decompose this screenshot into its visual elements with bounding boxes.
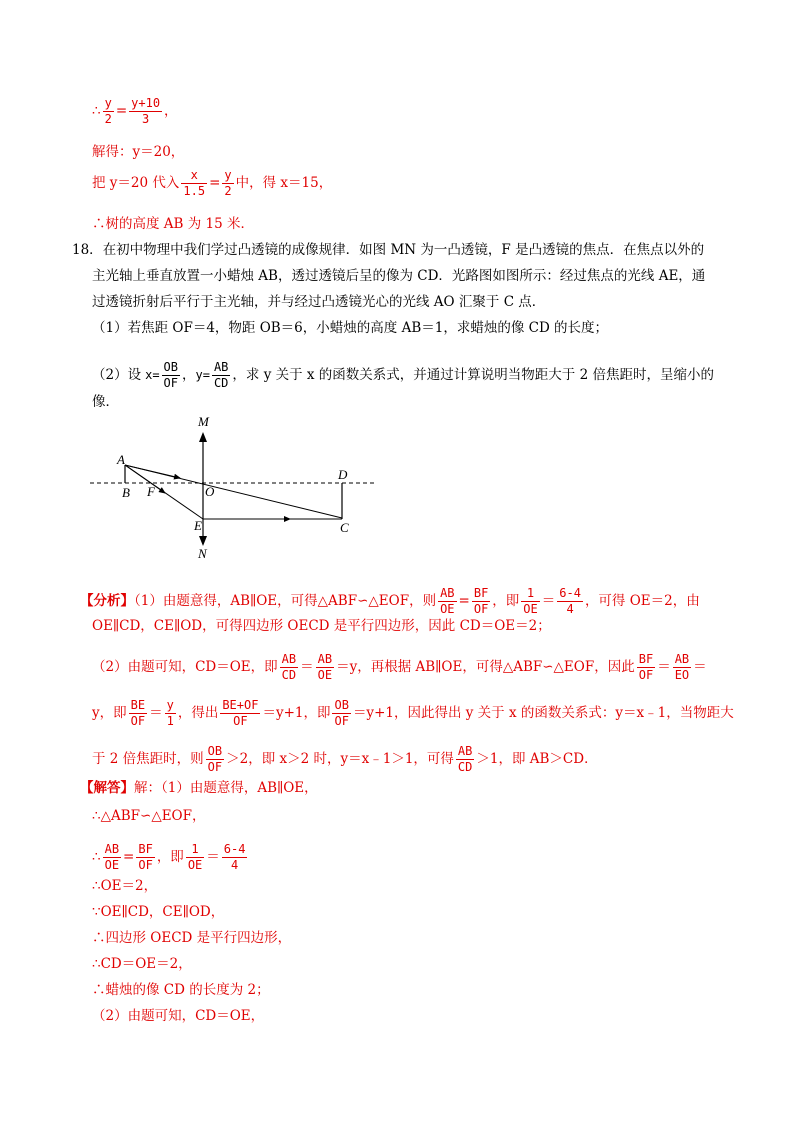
lens-diagram [80, 408, 390, 568]
analysis-line-4: y，即 $\frac{BE}{OF}$ ＝ $\frac{y}{1}$ ，得出 $\frac{BE+OF}{OF}$ ＝y+1，即 $\frac{OB}{OF}$ ＝y+1，因此得出 y 关于 x 的函数关系式：y＝x﹣1，当物距大 [92, 698, 734, 728]
substitute-line: 把 y＝20 代入 $\frac{x}{1.5}$ = $\frac{y}{2}$ 中，得 x＝15， [92, 168, 333, 198]
conclusion-line: ∴树的高度 AB 为 15 米． [92, 216, 255, 232]
label-d: D [338, 467, 348, 482]
fraction: $\frac{OB}{OF}$ [163, 360, 178, 390]
fraction: $\frac{AB}{EO}$ [674, 652, 690, 682]
arrow-down-icon [199, 536, 207, 546]
analysis-line-1: 【分析】（1）由题意得，AB∥OE，可得△ABF∽△EOF，则 $\frac{AB}{OE}$ = $\frac{BF}{OF}$ ，即 $\frac{1}{OE}$ ＝ $\frac{6-4}{4}$ ，可得 OE＝2，由 [80, 586, 700, 616]
question-stem-line: 18．在初中物理中我们学过凸透镜的成像规律．如图 MN 为一凸透镜，F 是凸透镜的焦点．在焦点以外的 [72, 242, 705, 258]
label-b: B [122, 485, 130, 500]
fraction: $\frac{1}{OE}$ [187, 842, 203, 872]
question-part1: （1）若焦距 OF＝4，物距 OB＝6，小蜡烛的高度 AB＝1，求蜡烛的像 CD 的长度； [92, 320, 609, 336]
label-e: E [194, 518, 202, 533]
answer-line-7: ∴CD＝OE＝2， [92, 956, 192, 972]
fraction: $\frac{1}{OE}$ [523, 586, 538, 616]
fraction: $\frac{AB}{CD}$ [457, 744, 473, 774]
fraction: $\frac{AB}{CD}$ [281, 652, 297, 682]
fraction: $\frac{y}{2}$ [224, 168, 232, 198]
question-stem-line: 过透镜折射后平行于主光轴，并与经过凸透镜光心的光线 AO 汇聚于 C 点． [92, 294, 546, 310]
analysis-line-2: OE∥CD，CE∥OD，可得四边形 OECD 是平行四边形，因此 CD＝OE＝2； [92, 618, 551, 634]
answer-line-3: ∴ $\frac{AB}{OE}$ = $\frac{BF}{OF}$ ，即 $\frac{1}{OE}$ ＝ $\frac{6-4}{4}$ [92, 842, 246, 872]
answer-line-6: ∴四边形 OECD 是平行四边形， [92, 930, 292, 946]
solve-line: 解得：y＝20， [92, 144, 185, 160]
fraction: $\frac{BE+OF}{OF}$ [222, 698, 259, 728]
label-c: C [340, 520, 349, 535]
fraction: $\frac{OB}{OF}$ [207, 744, 223, 774]
answer-line-9: （2）由题可知，CD＝OE， [92, 1008, 265, 1024]
label-m: M [198, 414, 209, 429]
label-n: N [198, 546, 207, 561]
fraction: $\frac{OB}{OF}$ [334, 698, 349, 728]
fraction: $\frac{6-4}{4}$ [223, 842, 246, 872]
answer-line-4: ∴OE＝2， [92, 878, 158, 894]
fraction: $\frac{AB}{OE}$ [317, 652, 333, 682]
question-stem-line: 主光轴上垂直放置一小蜡烛 AB，透过透镜后呈的像为 CD．光路图如图所示：经过焦点的光线 AE，通 [92, 268, 706, 284]
arrow-up-icon [199, 432, 207, 442]
fraction: $\frac{BE}{OF}$ [130, 698, 146, 728]
analysis-line-5: 于 2 倍焦距时，则 $\frac{OB}{OF}$ ＞2，即 x＞2 时，y＝x﹣1＞1，可得 $\frac{AB}{CD}$ ＞1，即 AB＞CD． [92, 744, 598, 774]
analysis-line-3: （2）由题可知，CD＝OE，即 $\frac{AB}{CD}$ ＝ $\frac{AB}{OE}$ ＝y，再根据 AB∥OE，可得△ABF∽△EOF，因此 $\frac{BF}{OF}$ ＝ $\frac{AB}{EO}$ ＝ [92, 652, 707, 682]
fraction: $\frac{6-4}{4}$ [559, 586, 581, 616]
answer-line-5: ∵OE∥CD，CE∥OD， [92, 904, 225, 920]
fraction: $\frac{y}{2}$ [104, 96, 112, 126]
question-part2-line2: 像． [92, 394, 119, 410]
fraction-equation-line: ∴ $\frac{y}{2}$ = $\frac{y+10}{3}$ ， [92, 96, 178, 126]
label-o: O [205, 484, 215, 499]
answer-line-1: 【解答】解：（1）由题意得，AB∥OE， [80, 780, 318, 796]
question-part2: （2）设 x= $\frac{OB}{OF}$ ，y= $\frac{AB}{CD}$ ，求 y 关于 x 的函数关系式，并通过计算说明当物距大于 2 倍焦距时，呈缩小的 [92, 360, 714, 390]
label-a: A [117, 452, 125, 467]
answer-line-2: ∴△ABF∽△EOF， [92, 808, 206, 824]
answer-line-8: ∴蜡烛的像 CD 的长度为 2； [92, 982, 270, 998]
fraction: $\frac{AB}{OE}$ [104, 842, 120, 872]
fraction: $\frac{BF}{OF}$ [473, 586, 489, 616]
fraction: $\frac{AB}{OE}$ [440, 586, 455, 616]
label-f: F [147, 484, 155, 499]
fraction: $\frac{y}{1}$ [166, 698, 174, 728]
fraction: $\frac{y+10}{3}$ [131, 96, 161, 126]
fraction: $\frac{BF}{OF}$ [138, 842, 153, 872]
fraction: $\frac{AB}{CD}$ [213, 360, 229, 390]
fraction: $\frac{BF}{OF}$ [638, 652, 654, 682]
fraction: $\frac{x}{1.5}$ [183, 168, 206, 198]
